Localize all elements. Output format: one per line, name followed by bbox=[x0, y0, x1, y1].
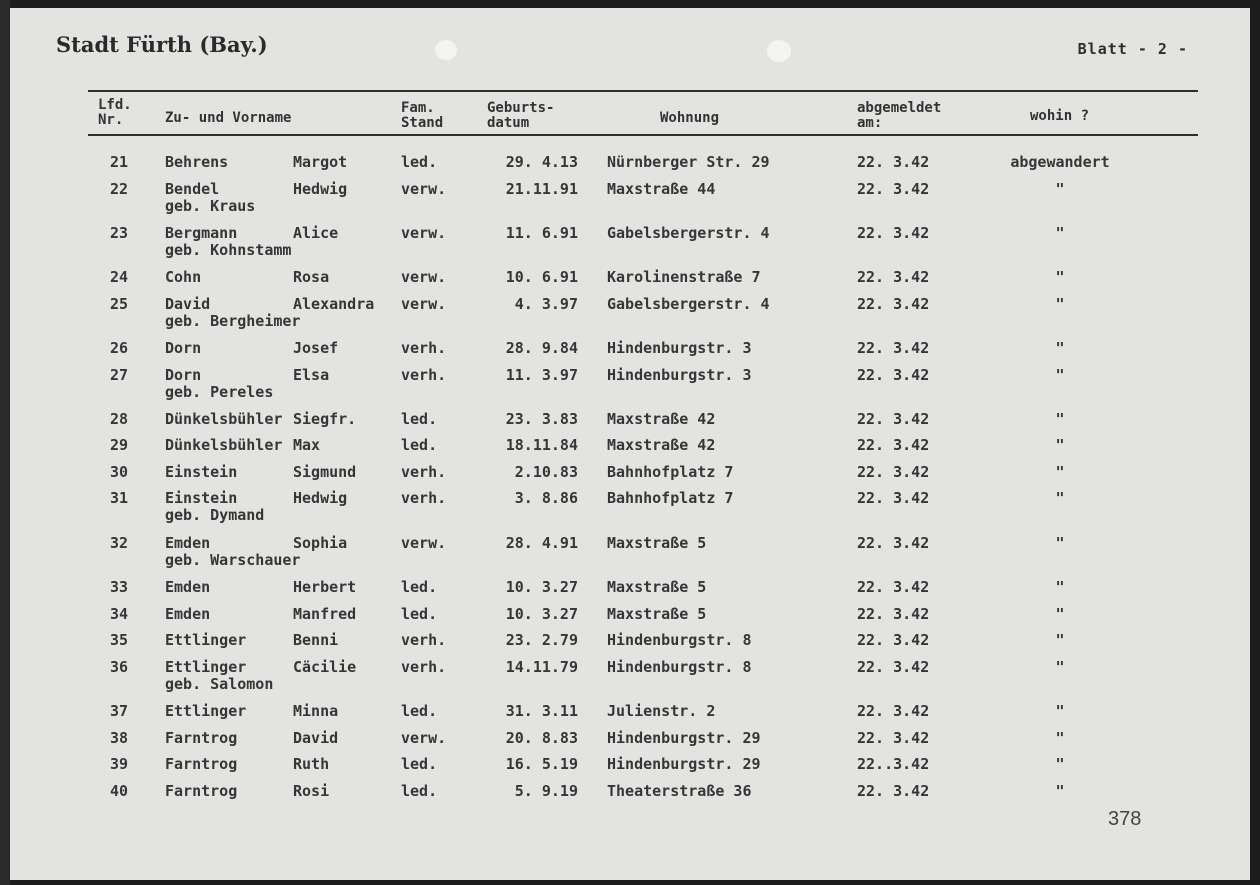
row-deregistered-date: 22. 3.42 bbox=[857, 658, 930, 676]
row-destination: " bbox=[1055, 410, 1065, 428]
col-header-name: Zu- und Vorname bbox=[165, 110, 292, 126]
row-marital-status: led. bbox=[401, 782, 438, 800]
row-surname: Einstein bbox=[165, 489, 238, 507]
row-address: Theaterstraße 36 bbox=[607, 782, 752, 800]
row-address: Hindenburgstr. 29 bbox=[607, 755, 761, 773]
row-address: Bahnhofplatz 7 bbox=[607, 489, 734, 507]
row-birth-date: 28. 9.84 bbox=[505, 339, 578, 357]
row-nr: 37 bbox=[110, 702, 129, 720]
row-address: Maxstraße 42 bbox=[607, 436, 716, 454]
row-deregistered-date: 22. 3.42 bbox=[857, 489, 930, 507]
row-nr: 26 bbox=[110, 339, 129, 357]
row-nr: 39 bbox=[110, 755, 129, 773]
row-address: Julienstr. 2 bbox=[607, 702, 716, 720]
row-marital-status: verh. bbox=[401, 631, 447, 649]
col-header-fam bbox=[401, 101, 443, 131]
row-firstname: Hedwig bbox=[293, 180, 348, 198]
row-surname: Farntrog bbox=[165, 782, 238, 800]
row-destination: " bbox=[1055, 268, 1065, 286]
row-surname: Farntrog bbox=[165, 755, 238, 773]
row-birth-name: geb. Bergheimer bbox=[165, 312, 301, 330]
row-address: Karolinenstraße 7 bbox=[607, 268, 761, 286]
row-birth-name: geb. Warschauer bbox=[165, 551, 301, 569]
row-destination: " bbox=[1055, 366, 1065, 384]
row-deregistered-date: 22. 3.42 bbox=[857, 534, 930, 552]
row-surname: Einstein bbox=[165, 463, 238, 481]
row-marital-status: led. bbox=[401, 605, 438, 623]
row-firstname: Rosi bbox=[293, 782, 330, 800]
row-firstname: Josef bbox=[293, 339, 339, 357]
row-birth-date: 2.10.83 bbox=[514, 463, 578, 481]
row-destination: " bbox=[1055, 295, 1065, 313]
row-destination: " bbox=[1055, 782, 1065, 800]
row-destination: abgewandert bbox=[1010, 153, 1110, 171]
row-nr: 27 bbox=[110, 366, 129, 384]
row-birth-date: 10. 3.27 bbox=[505, 605, 578, 623]
row-address: Hindenburgstr. 3 bbox=[607, 366, 752, 384]
row-surname: Dorn bbox=[165, 366, 202, 384]
row-deregistered-date: 22. 3.42 bbox=[857, 631, 930, 649]
row-firstname: David bbox=[293, 729, 339, 747]
row-birth-name: geb. Kohnstamm bbox=[165, 241, 292, 259]
row-destination: " bbox=[1055, 339, 1065, 357]
row-nr: 40 bbox=[110, 782, 129, 800]
row-birth-date: 11. 3.97 bbox=[505, 366, 578, 384]
row-destination: " bbox=[1055, 489, 1065, 507]
row-birth-name: geb. Salomon bbox=[165, 675, 274, 693]
row-marital-status: verw. bbox=[401, 224, 447, 242]
row-firstname: Hedwig bbox=[293, 489, 348, 507]
col-header-wohnung: Wohnung bbox=[660, 110, 720, 126]
row-surname: Dünkelsbühler bbox=[165, 436, 283, 454]
col-header-nr-line2: Nr. bbox=[98, 112, 124, 128]
row-surname: Dorn bbox=[165, 339, 202, 357]
scan-border bbox=[0, 0, 10, 885]
row-surname: Bergmann bbox=[165, 224, 238, 242]
row-birth-name: geb. Dymand bbox=[165, 506, 265, 524]
col-header-fam-line1: Fam. bbox=[401, 100, 435, 116]
row-destination: " bbox=[1055, 631, 1065, 649]
row-marital-status: verh. bbox=[401, 339, 447, 357]
row-address: Gabelsbergerstr. 4 bbox=[607, 224, 770, 242]
row-nr: 28 bbox=[110, 410, 129, 428]
row-surname: Emden bbox=[165, 534, 211, 552]
row-destination: " bbox=[1055, 534, 1065, 552]
row-nr: 36 bbox=[110, 658, 129, 676]
paper-spot bbox=[435, 40, 457, 60]
row-address: Nürnberger Str. 29 bbox=[607, 153, 770, 171]
row-nr: 32 bbox=[110, 534, 129, 552]
row-address: Maxstraße 44 bbox=[607, 180, 716, 198]
row-marital-status: led. bbox=[401, 153, 438, 171]
row-surname: Emden bbox=[165, 605, 211, 623]
row-destination: " bbox=[1055, 578, 1065, 596]
row-destination: " bbox=[1055, 755, 1065, 773]
row-birth-date: 14.11.79 bbox=[505, 658, 578, 676]
row-destination: " bbox=[1055, 605, 1065, 623]
row-nr: 33 bbox=[110, 578, 129, 596]
row-deregistered-date: 22. 3.42 bbox=[857, 180, 930, 198]
col-header-fam-line2: Stand bbox=[401, 115, 444, 131]
row-deregistered-date: 22. 3.42 bbox=[857, 702, 930, 720]
row-birth-date: 29. 4.13 bbox=[505, 153, 578, 171]
row-nr: 29 bbox=[110, 436, 129, 454]
row-destination: " bbox=[1055, 729, 1065, 747]
row-marital-status: verh. bbox=[401, 463, 447, 481]
row-firstname: Max bbox=[293, 436, 321, 454]
row-surname: Ettlinger bbox=[165, 658, 247, 676]
row-deregistered-date: 22. 3.42 bbox=[857, 153, 930, 171]
row-surname: Farntrog bbox=[165, 729, 238, 747]
row-deregistered-date: 22. 3.42 bbox=[857, 605, 930, 623]
city-title: Stadt Fürth (Bay.) bbox=[56, 32, 268, 57]
row-firstname: Sophia bbox=[293, 534, 348, 552]
sheet-number: Blatt - 2 - bbox=[1077, 40, 1188, 58]
row-firstname: Rosa bbox=[293, 268, 330, 286]
row-deregistered-date: 22. 3.42 bbox=[857, 268, 930, 286]
row-deregistered-date: 22. 3.42 bbox=[857, 782, 930, 800]
header-rule-bottom bbox=[88, 134, 1198, 136]
row-surname: Dünkelsbühler bbox=[165, 410, 283, 428]
row-marital-status: led. bbox=[401, 410, 438, 428]
row-nr: 23 bbox=[110, 224, 129, 242]
row-destination: " bbox=[1055, 463, 1065, 481]
row-firstname: Siegfr. bbox=[293, 410, 357, 428]
row-destination: " bbox=[1055, 658, 1065, 676]
row-birth-date: 10. 3.27 bbox=[505, 578, 578, 596]
col-header-nr bbox=[98, 98, 132, 128]
col-header-wohin: wohin ? bbox=[1030, 108, 1090, 124]
page-number: 378 bbox=[1108, 808, 1142, 830]
row-marital-status: led. bbox=[401, 578, 438, 596]
row-surname: David bbox=[165, 295, 211, 313]
row-birth-date: 18.11.84 bbox=[505, 436, 578, 454]
row-address: Hindenburgstr. 3 bbox=[607, 339, 752, 357]
row-address: Maxstraße 5 bbox=[607, 578, 707, 596]
row-firstname: Margot bbox=[293, 153, 348, 171]
row-birth-date: 11. 6.91 bbox=[505, 224, 578, 242]
row-address: Maxstraße 5 bbox=[607, 605, 707, 623]
row-deregistered-date: 22. 3.42 bbox=[857, 224, 930, 242]
row-firstname: Alexandra bbox=[293, 295, 375, 313]
document-sheet bbox=[10, 8, 1250, 880]
row-birth-date: 31. 3.11 bbox=[505, 702, 578, 720]
row-firstname: Manfred bbox=[293, 605, 357, 623]
row-surname: Ettlinger bbox=[165, 702, 247, 720]
row-birth-name: geb. Kraus bbox=[165, 197, 256, 215]
row-surname: Bendel bbox=[165, 180, 220, 198]
row-marital-status: led. bbox=[401, 436, 438, 454]
row-firstname: Benni bbox=[293, 631, 339, 649]
row-destination: " bbox=[1055, 436, 1065, 454]
row-address: Maxstraße 5 bbox=[607, 534, 707, 552]
row-birth-date: 21.11.91 bbox=[505, 180, 578, 198]
row-birth-date: 4. 3.97 bbox=[514, 295, 578, 313]
row-birth-date: 20. 8.83 bbox=[505, 729, 578, 747]
row-marital-status: verh. bbox=[401, 658, 447, 676]
row-destination: " bbox=[1055, 180, 1065, 198]
row-nr: 21 bbox=[110, 153, 129, 171]
row-marital-status: verw. bbox=[401, 534, 447, 552]
col-header-abgemeldet-line1: abgemeldet bbox=[857, 100, 942, 116]
row-firstname: Herbert bbox=[293, 578, 357, 596]
row-surname: Emden bbox=[165, 578, 211, 596]
row-nr: 30 bbox=[110, 463, 129, 481]
row-birth-date: 23. 2.79 bbox=[505, 631, 578, 649]
col-header-geb bbox=[487, 101, 554, 131]
row-deregistered-date: 22. 3.42 bbox=[857, 339, 930, 357]
row-nr: 22 bbox=[110, 180, 129, 198]
row-nr: 24 bbox=[110, 268, 129, 286]
col-header-geb-line2: datum bbox=[487, 115, 530, 131]
row-deregistered-date: 22. 3.42 bbox=[857, 729, 930, 747]
col-header-abgemeldet bbox=[857, 101, 941, 131]
row-firstname: Sigmund bbox=[293, 463, 357, 481]
row-birth-date: 3. 8.86 bbox=[514, 489, 578, 507]
paper-spot bbox=[767, 40, 791, 62]
row-destination: " bbox=[1055, 702, 1065, 720]
row-deregistered-date: 22. 3.42 bbox=[857, 410, 930, 428]
row-nr: 25 bbox=[110, 295, 129, 313]
row-birth-date: 28. 4.91 bbox=[505, 534, 578, 552]
row-nr: 38 bbox=[110, 729, 129, 747]
row-birth-date: 23. 3.83 bbox=[505, 410, 578, 428]
row-deregistered-date: 22. 3.42 bbox=[857, 366, 930, 384]
row-address: Gabelsbergerstr. 4 bbox=[607, 295, 770, 313]
row-marital-status: verw. bbox=[401, 729, 447, 747]
col-header-geb-line1: Geburts- bbox=[487, 100, 555, 116]
row-surname: Behrens bbox=[165, 153, 229, 171]
col-header-abgemeldet-line2: am: bbox=[857, 115, 883, 131]
row-destination: " bbox=[1055, 224, 1065, 242]
row-marital-status: verw. bbox=[401, 180, 447, 198]
row-nr: 34 bbox=[110, 605, 129, 623]
row-deregistered-date: 22. 3.42 bbox=[857, 578, 930, 596]
row-firstname: Minna bbox=[293, 702, 339, 720]
row-firstname: Elsa bbox=[293, 366, 330, 384]
row-nr: 35 bbox=[110, 631, 129, 649]
row-firstname: Alice bbox=[293, 224, 339, 242]
col-header-nr-line1: Lfd. bbox=[98, 97, 132, 113]
row-deregistered-date: 22. 3.42 bbox=[857, 436, 930, 454]
row-nr: 31 bbox=[110, 489, 129, 507]
row-marital-status: verw. bbox=[401, 268, 447, 286]
row-deregistered-date: 22. 3.42 bbox=[857, 295, 930, 313]
row-address: Maxstraße 42 bbox=[607, 410, 716, 428]
row-surname: Cohn bbox=[165, 268, 202, 286]
row-birth-name: geb. Pereles bbox=[165, 383, 274, 401]
row-address: Hindenburgstr. 29 bbox=[607, 729, 761, 747]
row-birth-date: 16. 5.19 bbox=[505, 755, 578, 773]
row-marital-status: verh. bbox=[401, 489, 447, 507]
row-address: Hindenburgstr. 8 bbox=[607, 658, 752, 676]
row-deregistered-date: 22. 3.42 bbox=[857, 463, 930, 481]
row-birth-date: 10. 6.91 bbox=[505, 268, 578, 286]
row-address: Bahnhofplatz 7 bbox=[607, 463, 734, 481]
row-marital-status: led. bbox=[401, 702, 438, 720]
header-rule-top bbox=[88, 90, 1198, 92]
row-marital-status: verw. bbox=[401, 295, 447, 313]
row-firstname: Ruth bbox=[293, 755, 330, 773]
row-firstname: Cäcilie bbox=[293, 658, 357, 676]
row-deregistered-date: 22..3.42 bbox=[857, 755, 930, 773]
row-surname: Ettlinger bbox=[165, 631, 247, 649]
row-address: Hindenburgstr. 8 bbox=[607, 631, 752, 649]
row-marital-status: led. bbox=[401, 755, 438, 773]
row-marital-status: verh. bbox=[401, 366, 447, 384]
row-birth-date: 5. 9.19 bbox=[514, 782, 578, 800]
